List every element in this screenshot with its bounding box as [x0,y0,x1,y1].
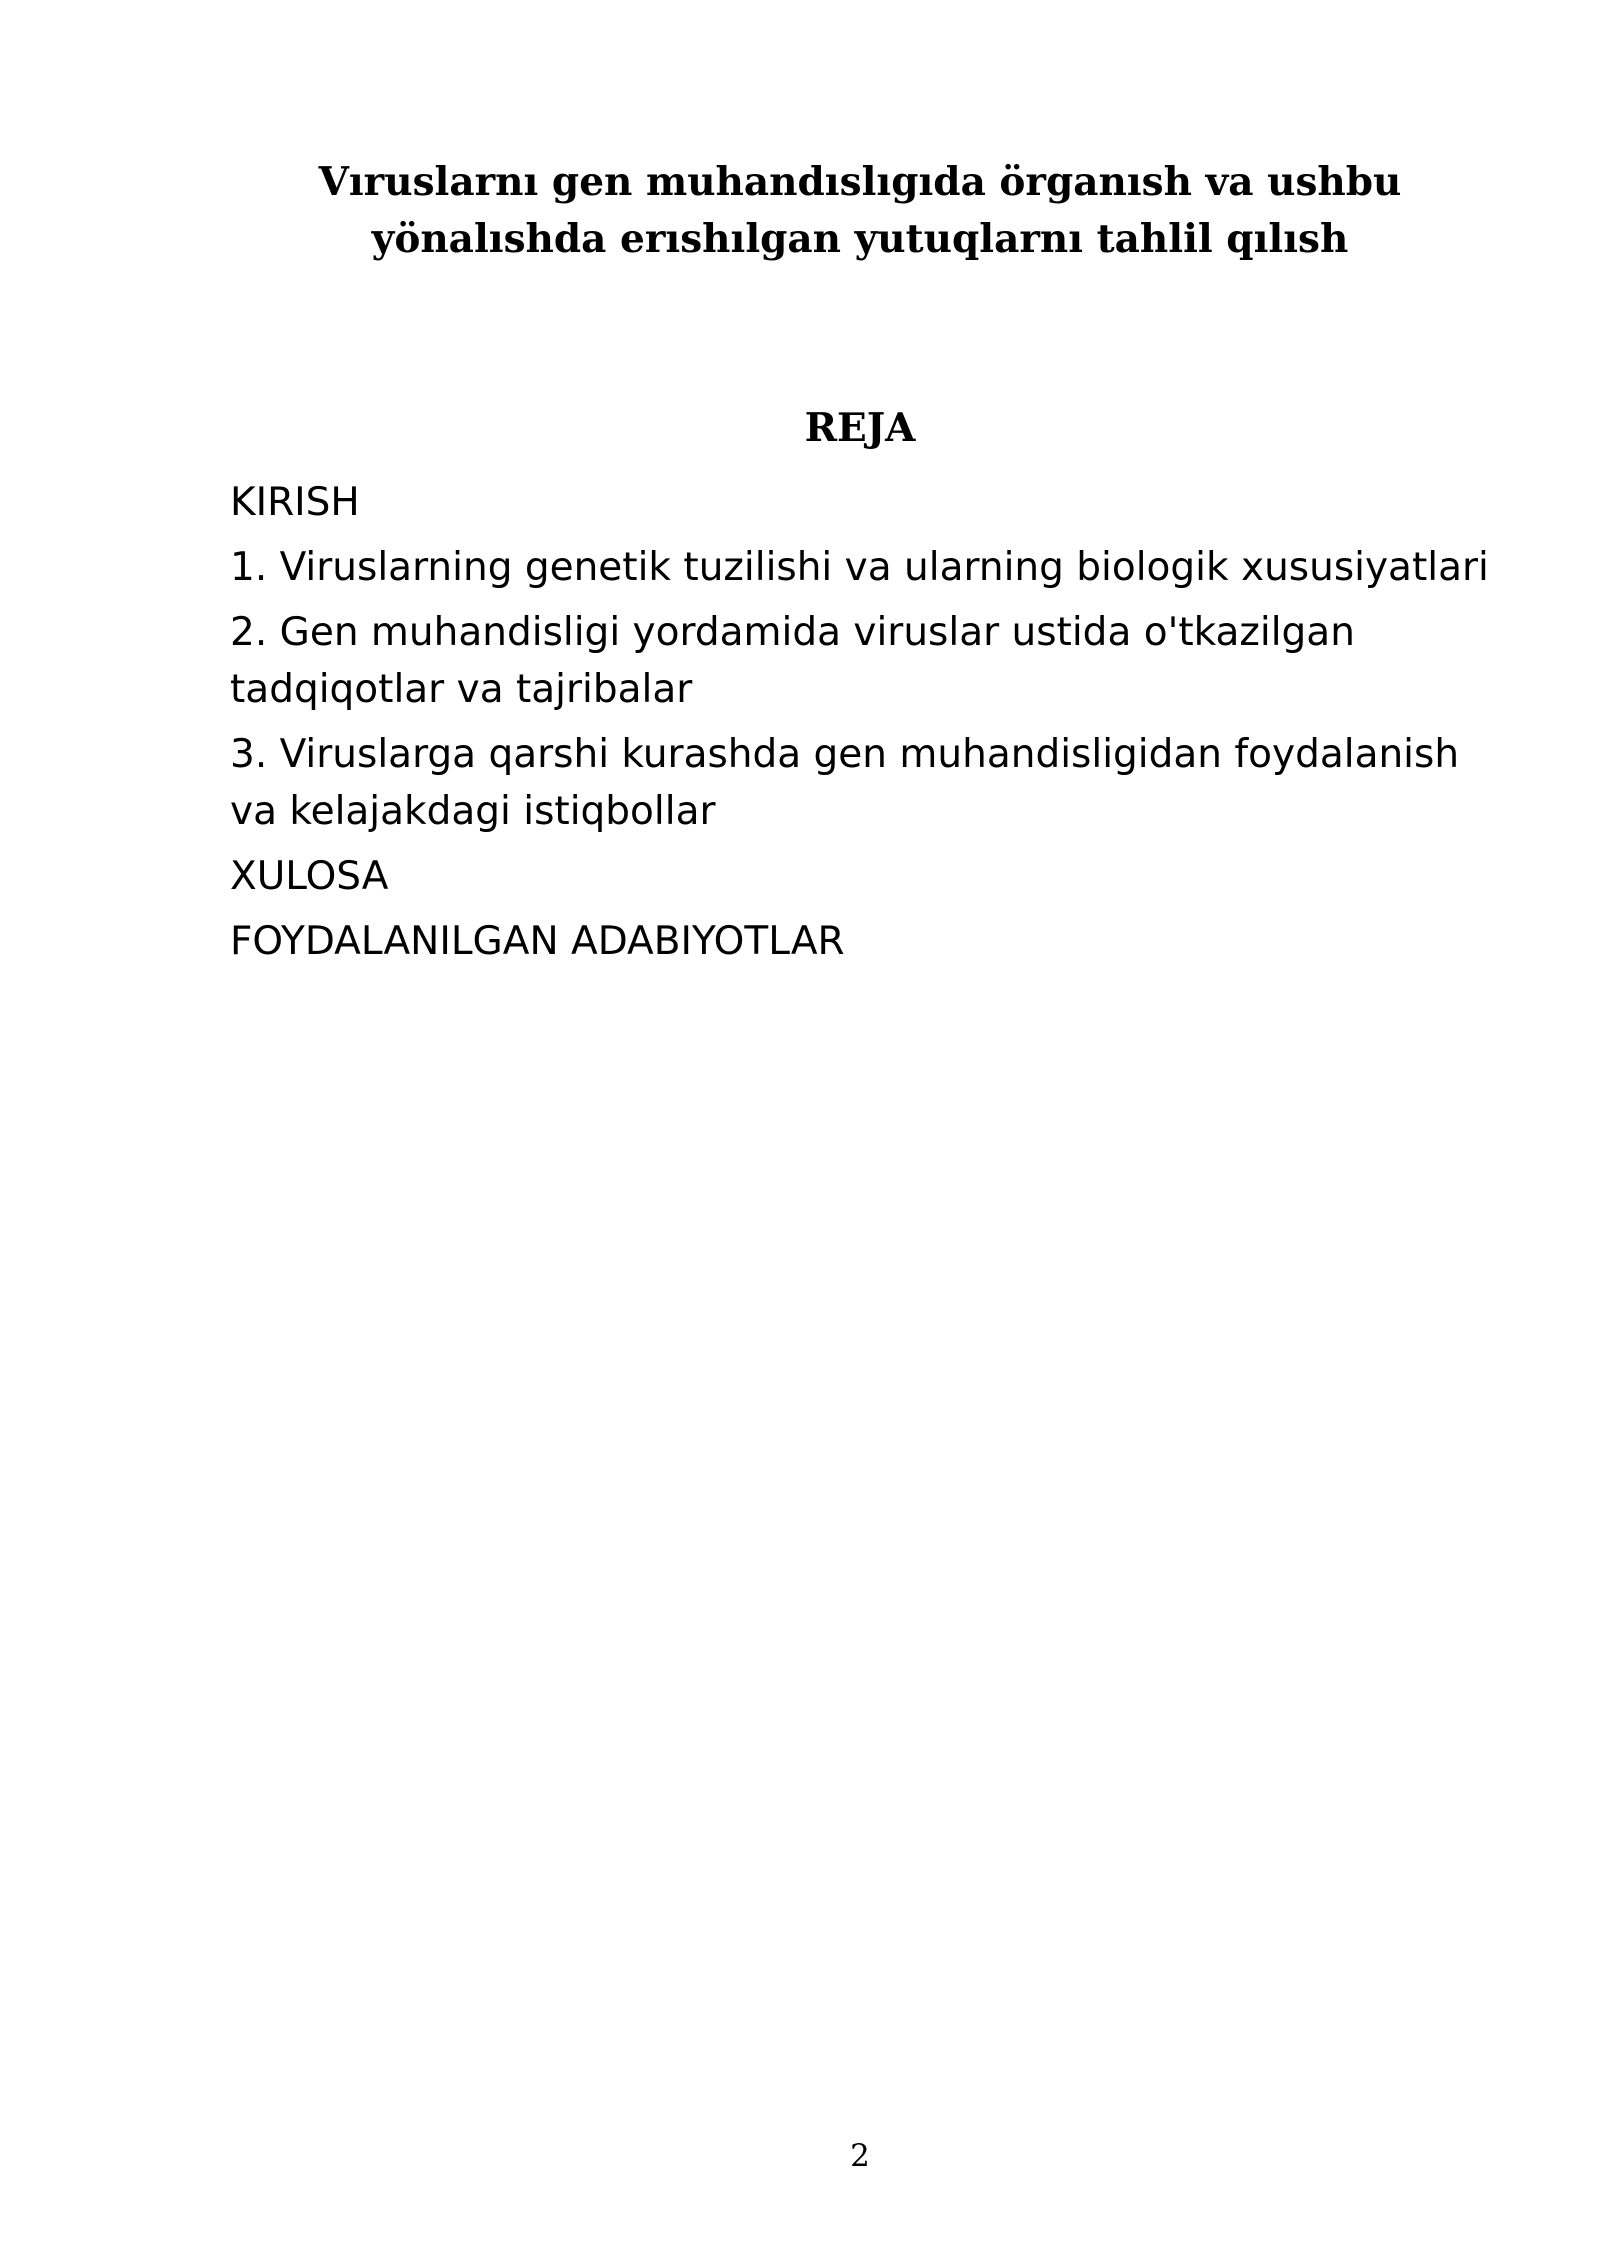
plan-item-references [230,913,1520,970]
plan-item-conclusion [230,848,1520,905]
plan-item-1 [230,539,1520,596]
plan-heading: REJA [804,405,916,451]
document-title [230,154,1490,268]
plan-item-line: 3. Viruslarga qarshi kurashda gen muhandisligidan foydalanish [230,732,1460,777]
plan-item-2 [230,604,1520,718]
plan-item-line: XULOSA [230,854,389,899]
plan-item-line: va kelajakdagi istiqbollar [230,789,716,834]
plan-item-line: KIRISH [230,480,360,525]
plan-item-line: 2. Gen muhandisligi yordamida viruslar ustida o'tkazilgan [230,610,1355,655]
plan-item-line: FOYDALANILGAN ADABIYOTLAR [230,919,845,964]
plan-item-line: tadqiqotlar va tajribalar [230,667,693,712]
plan-list [230,474,1520,978]
document-title-line-2: yönalıshda erıshılgan yutuqlarnı tahlil qılısh [371,216,1349,262]
plan-item-introduction [230,474,1520,531]
plan-item-3 [230,726,1520,840]
plan-item-line: 1. Viruslarning genetik tuzilishi va ularning biologik xususiyatlari [230,545,1489,590]
page-number: 2 [850,2138,870,2174]
document-title-line-1: Vıruslarnı gen muhandıslıgıda örganısh va ushbu [318,159,1402,205]
